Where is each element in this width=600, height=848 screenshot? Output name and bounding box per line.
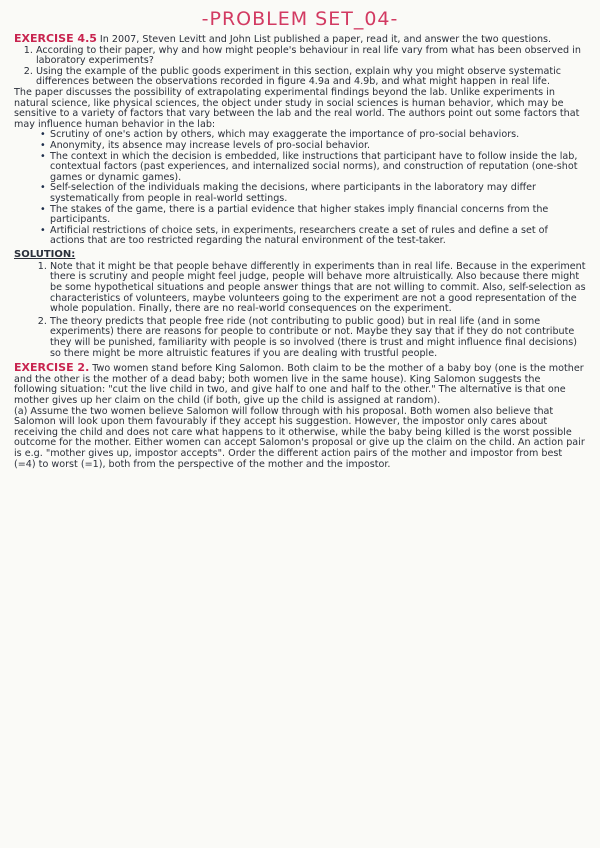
factor-item: • The stakes of the game, there is a partial evidence that higher stakes imply financial concerns from the participants. [50, 205, 582, 226]
solution-list [14, 262, 586, 359]
exercise-2-part-a: (a) Assume the two women believe Salomon will follow through with his proposal. Both women also believe that Salomon will look upon them favourably if they accept his suggestion. However, the impostor only cares about receiving the child and does not care what happens to it otherwise, while the baby being killed is the worst possible outcome for the mother. Either women can accept Salomon's proposal or give up the claim on the child. An action pair is e.g. "mother gives up, impostor accepts". Order the different action pairs of the mother and impostor from best (=4) to worst (=1), both from the perspective of the mother and the impostor. [14, 405, 585, 470]
exercise-2-label: EXERCISE 2. [14, 361, 90, 375]
exercise-1-questions [14, 46, 586, 88]
exercise-1-intro-text: In 2007, Steven Levitt and John List published a paper, read it, and answer the two questions. [99, 34, 552, 45]
exercise-2-intro-text: Two women stand before King Salomon. Both claim to be the mother of a baby boy (one is the mother and the other is the mother of a dead baby; both women live in the same house). King Salomon suggests the following situation: "cut the live child in two, and give half to one and half to the other." The alternative is that one mother gives up her claim on the child (if both, give up the child is assigned at random). [14, 363, 584, 406]
question-1: 1. According to their paper, why and how might people's behaviour in real life vary from what has been observed in laboratory experiments? [36, 46, 586, 67]
factor-item: • Artificial restrictions of choice sets, in experiments, researchers create a set of rules and define a set of actions that are too restricted regarding the natural environment of the test-taker. [50, 226, 582, 247]
factor-item: • Anonymity, its absence may increase levels of pro-social behavior. [50, 141, 582, 152]
question-2: 2. Using the example of the public goods experiment in this section, explain why you might observe systematic differences between the observations recorded in figure 4.9a and 4.9b, and what might happen in real life. [36, 67, 586, 88]
exercise-1-summary: The paper discusses the possibility of extrapolating experimental findings beyond the lab. Unlike experiments in natural science, like physical sciences, the object under study in social sciences is human behavior, which may be sensitive to a variety of factors that vary between the lab and the real world. The authors point out some factors that may influence human behavior in the lab: [14, 86, 580, 130]
exercise-1-intro [14, 34, 586, 46]
factor-item: • Scrutiny of one's action by others, which may exaggerate the importance of pro-social behaviors. [50, 130, 582, 141]
factor-item: • The context in which the decision is embedded, like instructions that participant have to follow inside the lab, contextual factors (past experiences, and internalized social norms), and construction of reputation (one-shot games or dynamic games). [50, 152, 582, 184]
solution-item: 1. Note that it might be that people behave differently in experiments than in real life. Because in the experiment there is scrutiny and people might feel judge, people will behave more altruistically. Also because there might be some hypothetical situations and people answer things that are not willing to commit. Also, self-selection as characteristics of volunteers, maybe volunteers going to the experiment are not a good representation of the whole population. Finally, there are no real-world consequences on the experiment. [50, 262, 586, 315]
solution-item: 2. The theory predicts that people free ride (not contributing to public good) but in real life (and in some experiments) there are reasons for people to contribute or not. Maybe they say that if they do not contribute they will be punished, familiarity with people is so involved (there is trust and might influence final decisions) so there might be more altruistic features if you are dealing with trustful people. [50, 317, 586, 359]
solution-label: SOLUTION: [14, 248, 76, 260]
factor-list [14, 130, 586, 247]
page-title: -PROBLEM SET_04- [201, 8, 399, 30]
exercise-2-intro [14, 363, 586, 406]
exercise-1-label: EXERCISE 4.5 [14, 32, 97, 45]
factor-item: • Self-selection of the individuals making the decisions, where participants in the laboratory may differ systematically from people in real-world settings. [50, 183, 582, 204]
